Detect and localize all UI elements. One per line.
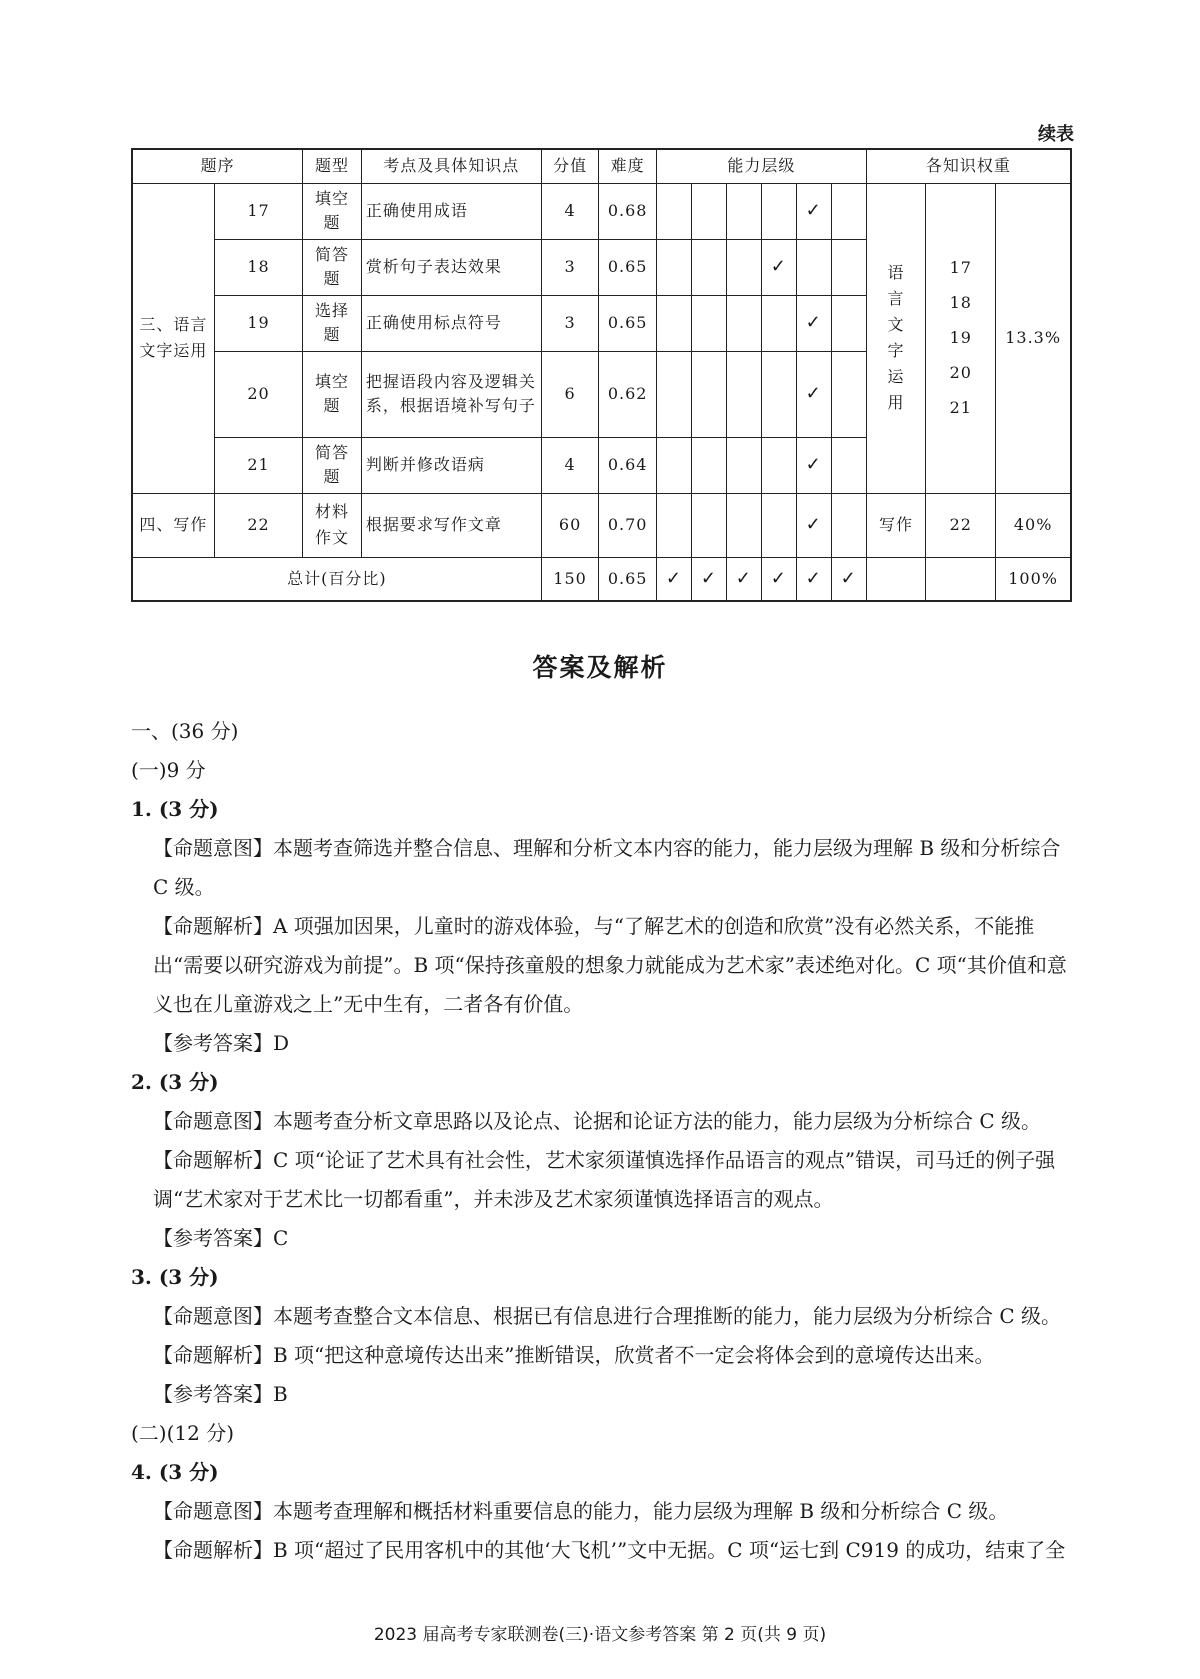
ability-level-cell <box>656 437 691 493</box>
ability-level-cell <box>831 295 866 351</box>
exam-spec-table <box>131 148 1072 602</box>
answer-paragraph: 【参考答案】C <box>153 1226 289 1250</box>
difficulty: 0.65 <box>599 295 657 351</box>
question-heading: 2. (3 分) <box>131 1070 219 1094</box>
check-mark-icon: ✓ <box>805 383 822 404</box>
ability-level-cell <box>656 295 691 351</box>
ability-level-cell <box>691 183 726 239</box>
check-mark-icon: ✓ <box>805 454 822 475</box>
knowledge-point: 判断并修改语病 <box>361 437 541 493</box>
ability-level-cell <box>796 295 831 351</box>
knowledge-point: 把握语段内容及逻辑关系，根据语境补写句子 <box>361 351 541 437</box>
ability-level-cell <box>726 437 761 493</box>
question-number: 21 <box>214 437 302 493</box>
check-mark-icon: ✓ <box>805 514 822 535</box>
empty-cell <box>926 557 996 601</box>
ability-level-cell <box>761 437 796 493</box>
score: 3 <box>541 239 599 295</box>
ability-level-cell <box>656 239 691 295</box>
answer-paragraph: 【参考答案】B <box>153 1382 288 1406</box>
difficulty: 0.65 <box>599 239 657 295</box>
ability-level-cell <box>831 351 866 437</box>
knowledge-point: 赏析句子表达效果 <box>361 239 541 295</box>
ability-level-cell <box>831 183 866 239</box>
ability-level-cell <box>726 557 761 601</box>
ability-level-cell <box>761 351 796 437</box>
header-ability: 能力层级 <box>656 149 866 183</box>
question-type: 选择题 <box>303 295 362 351</box>
ability-level-cell <box>656 183 691 239</box>
ability-level-cell <box>831 239 866 295</box>
check-mark-icon: ✓ <box>840 567 857 589</box>
ability-level-cell <box>761 493 796 557</box>
question-number: 19 <box>214 295 302 351</box>
total-weight: 100% <box>996 557 1071 601</box>
question-heading: 4. (3 分) <box>131 1460 219 1484</box>
knowledge-category <box>866 183 926 493</box>
question-type: 简答题 <box>303 239 362 295</box>
question-heading: 1. (3 分) <box>131 797 219 821</box>
knowledge-question-number: 20 <box>949 363 972 382</box>
header-weight: 各知识权重 <box>866 149 1071 183</box>
check-mark-icon: ✓ <box>735 567 752 589</box>
answer-paragraph: 【命题解析】C 项“论证了艺术具有社会性，艺术家须谨慎选择作品语言的观点”错误，司马迁的例子强调“艺术家对于艺术比一切都看重”，并未涉及艺术家须谨慎选择语言的观点。 <box>153 1148 1056 1211</box>
knowledge-weight: 40% <box>996 493 1071 557</box>
header-difficulty: 难度 <box>599 149 657 183</box>
total-score: 150 <box>541 557 599 601</box>
ability-level-cell <box>656 557 691 601</box>
answer-paragraph: 【参考答案】D <box>153 1031 290 1055</box>
ability-level-cell <box>691 351 726 437</box>
difficulty: 0.68 <box>599 183 657 239</box>
answer-paragraph: 【命题意图】本题考查分析文章思路以及论点、论据和论证方法的能力，能力层级为分析综合 C 级。 <box>153 1109 1042 1133</box>
ability-level-cell <box>796 493 831 557</box>
knowledge-question-number: 18 <box>949 293 972 312</box>
answer-paragraph: 【命题解析】A 项强加因果，儿童时的游戏体验，与“了解艺术的创造和欣赏”没有必然关系，不能推出“需要以研究游戏为前提”。B 项“保持孩童般的想象力就能成为艺术家”表述绝对化。C 项“其价值和意义也在儿童游戏之上”无中生有，二者各有价值。 <box>153 914 1067 1016</box>
ability-level-cell <box>761 295 796 351</box>
table-row <box>132 183 1071 239</box>
ability-level-cell <box>726 183 761 239</box>
ability-level-cell <box>726 351 761 437</box>
check-mark-icon: ✓ <box>700 567 717 589</box>
knowledge-question-number: 21 <box>949 398 972 417</box>
ability-level-cell <box>796 437 831 493</box>
ability-level-cell <box>691 493 726 557</box>
question-type <box>303 493 362 557</box>
ability-level-cell <box>796 239 831 295</box>
section-heading: (二)(12 分) <box>131 1421 235 1445</box>
answer-paragraph: 【命题解析】B 项“超过了民用客机中的其他‘大飞机’”文中无据。C 项“运七到 C919 的成功，结束了全 <box>153 1538 1066 1562</box>
ability-level-cell <box>761 239 796 295</box>
check-mark-icon: ✓ <box>770 256 787 277</box>
question-type: 填空题 <box>303 183 362 239</box>
knowledge-question-number: 19 <box>949 328 972 347</box>
score: 3 <box>541 295 599 351</box>
knowledge-question-number: 22 <box>926 493 996 557</box>
ability-level-cell <box>831 493 866 557</box>
ability-level-cell <box>691 295 726 351</box>
ability-level-cell <box>831 437 866 493</box>
ability-level-cell <box>761 557 796 601</box>
ability-level-cell <box>796 351 831 437</box>
question-type: 简答题 <box>303 437 362 493</box>
knowledge-point: 正确使用标点符号 <box>361 295 541 351</box>
header-score: 分值 <box>541 149 599 183</box>
empty-cell <box>866 557 926 601</box>
knowledge-question-numbers <box>926 183 996 493</box>
page-footer: 2023 届高考专家联测卷(三)·语文参考答案 第 2 页(共 9 页) <box>373 1625 827 1645</box>
section-heading: (一)9 分 <box>131 758 206 782</box>
table-total-row <box>132 557 1071 601</box>
score: 4 <box>541 437 599 493</box>
check-mark-icon: ✓ <box>805 312 822 333</box>
check-mark-icon: ✓ <box>770 567 787 589</box>
ability-level-cell <box>761 183 796 239</box>
ability-level-cell <box>691 557 726 601</box>
answer-paragraph: 【命题意图】本题考查理解和概括材料重要信息的能力，能力层级为理解 B 级和分析综合 C 级。 <box>153 1499 1009 1523</box>
knowledge-category-label: 语言文字运用 <box>887 263 905 412</box>
ability-level-cell <box>726 239 761 295</box>
ability-level-cell <box>726 295 761 351</box>
section-label: 四、写作 <box>132 493 214 557</box>
difficulty: 0.64 <box>599 437 657 493</box>
section-label: 三、语言文字运用 <box>132 183 214 493</box>
table-header-row <box>132 149 1071 183</box>
score: 6 <box>541 351 599 437</box>
question-number: 20 <box>214 351 302 437</box>
total-label: 总计(百分比) <box>132 557 541 601</box>
knowledge-point: 正确使用成语 <box>361 183 541 239</box>
question-type-label: 材料作文 <box>315 502 350 547</box>
answer-paragraph: 【命题意图】本题考查整合文本信息、根据已有信息进行合理推断的能力，能力层级为分析综合 C 级。 <box>153 1304 1062 1328</box>
question-number: 17 <box>214 183 302 239</box>
difficulty: 0.70 <box>599 493 657 557</box>
check-mark-icon: ✓ <box>665 567 682 589</box>
ability-level-cell <box>691 437 726 493</box>
ability-level-cell <box>691 239 726 295</box>
check-mark-icon: ✓ <box>805 567 822 589</box>
ability-level-cell <box>831 557 866 601</box>
score: 4 <box>541 183 599 239</box>
question-heading: 3. (3 分) <box>131 1265 219 1289</box>
knowledge-point: 根据要求写作文章 <box>361 493 541 557</box>
answer-paragraph: 【命题解析】B 项“把这种意境传达出来”推断错误，欣赏者不一定会将体会到的意境传达出来。 <box>153 1343 995 1367</box>
question-type: 填空题 <box>303 351 362 437</box>
ability-level-cell <box>796 557 831 601</box>
question-number: 22 <box>214 493 302 557</box>
knowledge-question-number: 17 <box>949 258 972 277</box>
ability-level-cell <box>656 351 691 437</box>
header-order: 题序 <box>132 149 303 183</box>
ability-level-cell <box>656 493 691 557</box>
ability-level-cell <box>796 183 831 239</box>
knowledge-category: 写作 <box>866 493 926 557</box>
answer-paragraph: 【命题意图】本题考查筛选并整合信息、理解和分析文本内容的能力，能力层级为理解 B 级和分析综合 C 级。 <box>153 836 1061 899</box>
section-title: 答案及解析 <box>532 653 668 682</box>
section-heading: 一、(36 分) <box>131 719 239 743</box>
table-row <box>132 493 1071 557</box>
score: 60 <box>541 493 599 557</box>
knowledge-weight: 13.3% <box>996 183 1071 493</box>
continued-label: 续表 <box>1038 124 1074 145</box>
header-points: 考点及具体知识点 <box>361 149 541 183</box>
question-number: 18 <box>214 239 302 295</box>
ability-level-cell <box>726 493 761 557</box>
check-mark-icon: ✓ <box>805 200 822 221</box>
total-difficulty: 0.65 <box>599 557 657 601</box>
header-type: 题型 <box>303 149 362 183</box>
answers-body <box>131 712 1081 1570</box>
difficulty: 0.62 <box>599 351 657 437</box>
